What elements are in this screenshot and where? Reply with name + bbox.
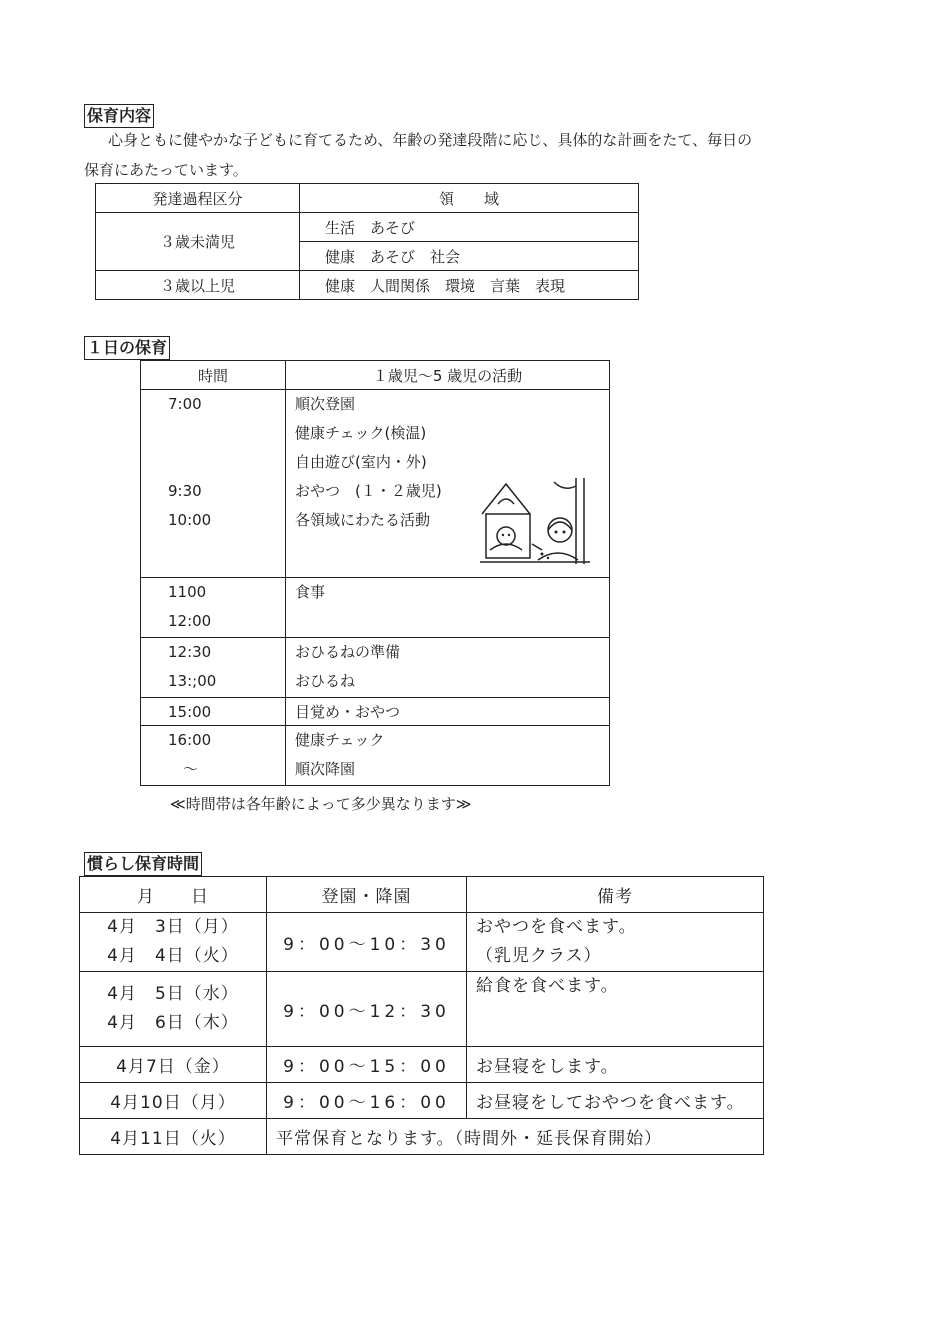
remarks-cell: お昼寝をします。 [467,1047,764,1083]
header-domain: 領 域 [300,184,639,213]
children-playing-icon [476,474,596,566]
row-under3-domain-a: 生活 あそび [300,213,639,242]
time-range: 9：00～16：00 [267,1083,467,1119]
remarks-line: （乳児クラス） [476,946,602,966]
time-cell: 12:30 [168,643,212,661]
date-line: 4月 6日（木） [107,1013,239,1033]
regular-care-notice: 平常保育となります。（時間外・延長保育開始） [267,1119,764,1155]
activity-line: 健康チェック [295,731,385,749]
row-over3-domain: 健康 人間関係 環境 言葉 表現 [300,271,639,300]
remarks-cell [467,972,764,1047]
intro-paragraph-line1: 心身ともに健やかな子どもに育てるため、年齢の発達段階に応じ、具体的な計画をたて、毎日の [108,131,753,149]
activity-line: おひるねの準備 [295,643,401,661]
header-development-stage: 発達過程区分 [96,184,300,213]
time-cell: 15:00 [141,698,286,726]
time-range: 9：00～12：30 [267,972,467,1047]
date-line: 4月 4日（火） [107,946,239,966]
section-heading-adjustment: 慣らし保育時間 [84,852,202,876]
row-over3-label: ３歳以上児 [96,271,300,300]
activity-line: 食事 [295,583,326,601]
nap-times [141,638,286,698]
date-cell [80,972,267,1047]
date-line: 4月 5日（水） [107,984,239,1004]
lunch-times [141,578,286,638]
remarks-line: 給食を食べます。 [476,976,619,996]
morning-activities [286,390,610,578]
activity-line: 目覚め・おやつ [286,698,610,726]
time-cell: 13:;00 [168,672,217,690]
nap-activities [286,638,610,698]
section-heading-content: 保育内容 [84,104,154,128]
header-activity: １歳児～5 歳児の活動 [286,361,610,390]
time-cell: 12:00 [168,612,212,630]
activity-line: 健康チェック(検温) [295,424,427,442]
date-cell [80,913,267,972]
schedule-note: ≪時間帯は各年齢によって多少異なります≫ [170,795,472,813]
time-cell: 7:00 [168,395,202,413]
date-line: 4月 3日（月） [107,917,239,937]
time-cell: 10:00 [168,511,212,529]
date-cell: 4月7日（金） [80,1047,267,1083]
header-time: 時間 [141,361,286,390]
time-range: 9：00～10：30 [267,913,467,972]
date-cell: 4月10日（月） [80,1083,267,1119]
pickup-activities [286,726,610,786]
header-drop-pickup: 登園・降園 [267,877,467,913]
row-under3-label: ３歳未満児 [96,213,300,271]
intro-paragraph-line2: 保育にあたっています。 [84,161,248,179]
header-date: 月 日 [80,877,267,913]
section-heading-daily: １日の保育 [84,336,170,360]
row-under3-domain-b: 健康 あそび 社会 [300,242,639,271]
activity-line: おやつ (１・２歳児) [295,482,442,500]
pickup-times [141,726,286,786]
time-cell: 9:30 [168,482,202,500]
time-cell [168,448,285,477]
time-cell: 16:00 [168,731,212,749]
adjustment-schedule-table [79,876,764,1155]
time-cell: 1100 [168,583,207,601]
remarks-cell: お昼寝をしておやつを食べます。 [467,1083,764,1119]
lunch-activities [286,578,610,638]
remarks-line: おやつを食べます。 [476,917,637,937]
morning-times [141,390,286,578]
date-cell: 4月11日（火） [80,1119,267,1155]
time-cell: ～ [168,760,199,778]
activity-line: 自由遊び(室内・外) [295,453,427,471]
time-cell [168,419,285,448]
daily-schedule-table [140,360,610,786]
time-range: 9：00～15：00 [267,1047,467,1083]
activity-line: おひるね [295,672,356,690]
remarks-cell [467,913,764,972]
development-domain-table [95,183,639,300]
header-remarks: 備考 [467,877,764,913]
activity-line: 順次降園 [295,760,356,778]
activity-line: 各領域にわたる活動 [295,511,431,529]
activity-line: 順次登園 [295,395,356,413]
